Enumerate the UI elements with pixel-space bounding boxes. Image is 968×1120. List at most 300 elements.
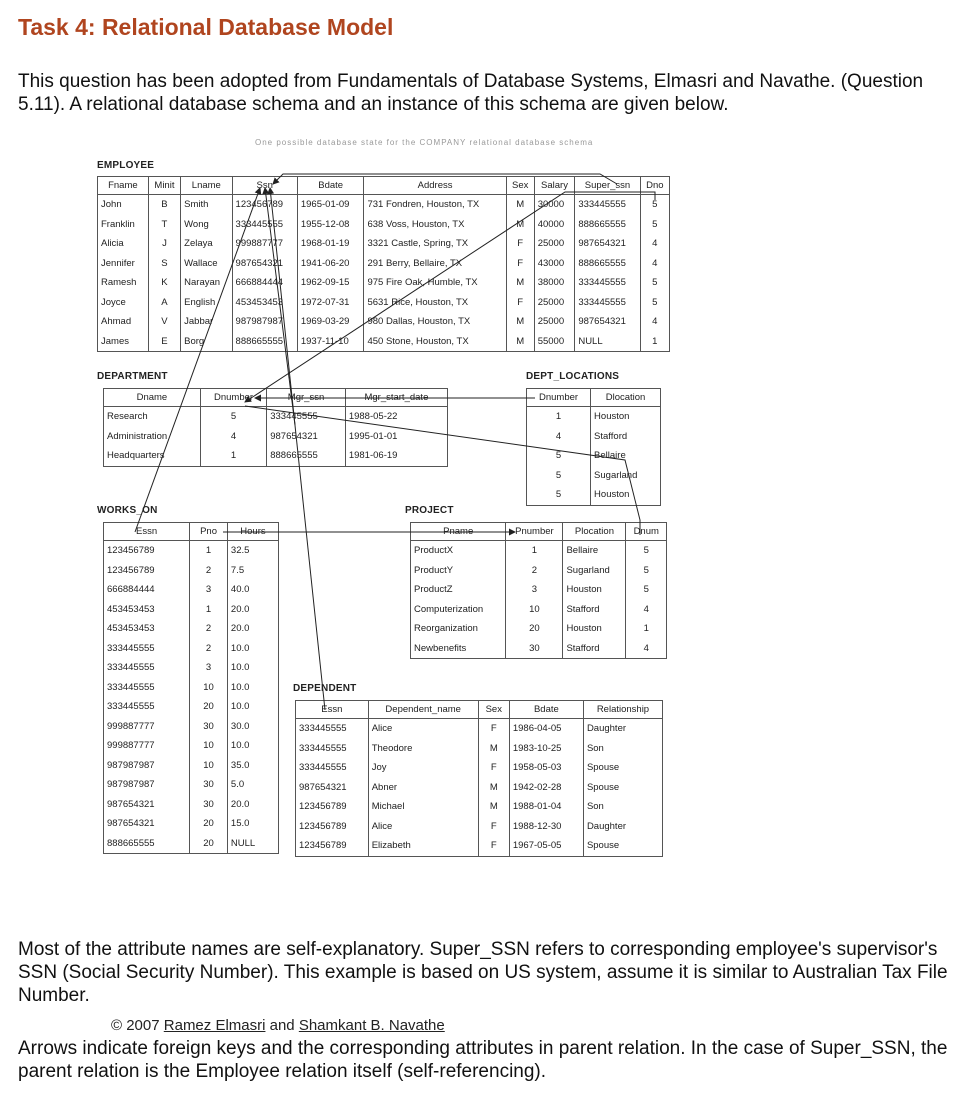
works-on-cell: 3: [190, 580, 228, 600]
employee-cell: 25000: [534, 312, 575, 332]
dependent-cell: Alice: [368, 817, 478, 837]
employee-cell: 333445555: [232, 215, 297, 235]
employee-cell: 731 Fondren, Houston, TX: [364, 195, 506, 215]
employee-cell: K: [148, 273, 180, 293]
employee-cell: Wong: [181, 215, 232, 235]
employee-cell: Jabbar: [181, 312, 232, 332]
dependent-cell: F: [478, 758, 509, 778]
copyright-credit: © 2007 Ramez Elmasri and Shamkant B. Navathe: [111, 1017, 445, 1034]
department-cell: Research: [104, 407, 201, 427]
works-on-header-essn: Essn: [104, 523, 190, 541]
department-header-dnumber: Dnumber: [200, 389, 266, 407]
project-cell: 4: [626, 639, 667, 659]
project-table: [410, 522, 667, 659]
employee-cell: 1965-01-09: [297, 195, 364, 215]
employee-cell: 40000: [534, 215, 575, 235]
employee-cell: 123456789: [232, 195, 297, 215]
employee-cell: 1955-12-08: [297, 215, 364, 235]
dept-locations-row: [527, 446, 661, 466]
employee-row: [98, 332, 670, 352]
dependent-row: [296, 778, 663, 798]
works-on-cell: 10.0: [227, 697, 278, 717]
employee-cell: John: [98, 195, 149, 215]
employee-cell: 291 Berry, Bellaire, TX: [364, 254, 506, 274]
project-cell: ProductZ: [411, 580, 506, 600]
dept-locations-header-dnumber: Dnumber: [527, 389, 591, 407]
project-row: [411, 561, 667, 581]
employee-header-salary: Salary: [534, 177, 575, 195]
employee-cell: 5: [640, 215, 669, 235]
works-on-cell: 987654321: [104, 814, 190, 834]
works-on-cell: 5.0: [227, 775, 278, 795]
employee-row: [98, 312, 670, 332]
works-on-cell: 10: [190, 678, 228, 698]
works-on-cell: 10: [190, 756, 228, 776]
dependent-cell: Elizabeth: [368, 836, 478, 856]
works-on-label: WORKS_ON: [97, 505, 158, 516]
works-on-cell: 7.5: [227, 561, 278, 581]
works-on-cell: 30: [190, 775, 228, 795]
works-on-cell: 10.0: [227, 658, 278, 678]
works-on-cell: 999887777: [104, 736, 190, 756]
author-1: Ramez Elmasri: [163, 1017, 266, 1034]
project-cell: 30: [506, 639, 563, 659]
department-row: [104, 407, 448, 427]
employee-cell: Alicia: [98, 234, 149, 254]
works-on-row: [104, 600, 279, 620]
employee-cell: 666884444: [232, 273, 297, 293]
employee-cell: Ahmad: [98, 312, 149, 332]
employee-cell: 38000: [534, 273, 575, 293]
employee-row: [98, 195, 670, 215]
project-cell: 5: [626, 580, 667, 600]
dependent-header-sex: Sex: [478, 701, 509, 719]
project-row: [411, 580, 667, 600]
employee-cell: Jennifer: [98, 254, 149, 274]
dependent-cell: 333445555: [296, 739, 369, 759]
dept-locations-cell: Houston: [591, 407, 661, 427]
project-cell: 5: [626, 541, 667, 561]
employee-header-super-ssn: Super_ssn: [575, 177, 640, 195]
employee-cell: T: [148, 215, 180, 235]
dependent-cell: 123456789: [296, 797, 369, 817]
employee-cell: S: [148, 254, 180, 274]
dependent-cell: Alice: [368, 719, 478, 739]
dependent-cell: F: [478, 719, 509, 739]
employee-cell: F: [506, 293, 534, 313]
works-on-row: [104, 756, 279, 776]
department-cell: 333445555: [267, 407, 346, 427]
employee-cell: J: [148, 234, 180, 254]
employee-cell: 3321 Castle, Spring, TX: [364, 234, 506, 254]
project-row: [411, 619, 667, 639]
works-on-cell: 666884444: [104, 580, 190, 600]
works-on-cell: 333445555: [104, 658, 190, 678]
dept-locations-row: [527, 485, 661, 505]
works-on-row: [104, 580, 279, 600]
works-on-cell: 20: [190, 834, 228, 854]
project-cell: 1: [506, 541, 563, 561]
employee-cell: 638 Voss, Houston, TX: [364, 215, 506, 235]
employee-cell: 987987987: [232, 312, 297, 332]
employee-cell: V: [148, 312, 180, 332]
employee-cell: 1962-09-15: [297, 273, 364, 293]
employee-cell: 5631 Rice, Houston, TX: [364, 293, 506, 313]
works-on-row: [104, 619, 279, 639]
dependent-header-dependent-name: Dependent_name: [368, 701, 478, 719]
employee-cell: E: [148, 332, 180, 352]
employee-cell: 5: [640, 195, 669, 215]
dept-locations-table: [526, 388, 661, 506]
dept-locations-header-dlocation: Dlocation: [591, 389, 661, 407]
works-on-cell: 20: [190, 697, 228, 717]
employee-cell: James: [98, 332, 149, 352]
employee-header-bdate: Bdate: [297, 177, 364, 195]
works-on-cell: 333445555: [104, 678, 190, 698]
works-on-header-pno: Pno: [190, 523, 228, 541]
dependent-cell: 1958-05-03: [509, 758, 583, 778]
employee-cell: 333445555: [575, 293, 640, 313]
employee-cell: M: [506, 312, 534, 332]
works-on-cell: 30: [190, 717, 228, 737]
employee-cell: Ramesh: [98, 273, 149, 293]
employee-header-sex: Sex: [506, 177, 534, 195]
works-on-cell: 888665555: [104, 834, 190, 854]
employee-cell: 333445555: [575, 273, 640, 293]
dependent-cell: Daughter: [583, 719, 662, 739]
department-cell: 1981-06-19: [345, 446, 447, 466]
employee-row: [98, 293, 670, 313]
employee-cell: F: [506, 254, 534, 274]
dependent-cell: Joy: [368, 758, 478, 778]
employee-cell: 4: [640, 254, 669, 274]
employee-header-fname: Fname: [98, 177, 149, 195]
project-header-plocation: Plocation: [563, 523, 626, 541]
project-row: [411, 639, 667, 659]
project-cell: 20: [506, 619, 563, 639]
dependent-cell: Spouse: [583, 758, 662, 778]
employee-cell: 987654321: [575, 234, 640, 254]
works-on-cell: 10.0: [227, 736, 278, 756]
employee-cell: 5: [640, 273, 669, 293]
project-cell: Reorganization: [411, 619, 506, 639]
department-cell: Administration: [104, 427, 201, 447]
works-on-cell: 2: [190, 561, 228, 581]
dependent-cell: 987654321: [296, 778, 369, 798]
employee-cell: 1969-03-29: [297, 312, 364, 332]
dependent-cell: 1983-10-25: [509, 739, 583, 759]
employee-row: [98, 215, 670, 235]
department-header-mgr-start-date: Mgr_start_date: [345, 389, 447, 407]
works-on-row: [104, 678, 279, 698]
employee-cell: 1941-06-20: [297, 254, 364, 274]
employee-cell: 4: [640, 234, 669, 254]
works-on-row: [104, 736, 279, 756]
department-cell: 5: [200, 407, 266, 427]
dependent-cell: M: [478, 739, 509, 759]
dept-locations-cell: 5: [527, 466, 591, 486]
department-cell: 1: [200, 446, 266, 466]
department-cell: 1988-05-22: [345, 407, 447, 427]
works-on-cell: 20.0: [227, 795, 278, 815]
employee-header-address: Address: [364, 177, 506, 195]
works-on-row: [104, 697, 279, 717]
dependent-cell: 333445555: [296, 758, 369, 778]
dependent-cell: F: [478, 817, 509, 837]
employee-cell: Zelaya: [181, 234, 232, 254]
works-on-cell: 1: [190, 541, 228, 561]
dependent-label: DEPENDENT: [293, 683, 357, 694]
project-cell: 2: [506, 561, 563, 581]
employee-cell: B: [148, 195, 180, 215]
employee-cell: 980 Dallas, Houston, TX: [364, 312, 506, 332]
dependent-cell: M: [478, 797, 509, 817]
employee-cell: 975 Fire Oak, Humble, TX: [364, 273, 506, 293]
employee-cell: 25000: [534, 293, 575, 313]
employee-cell: F: [506, 234, 534, 254]
department-header-dname: Dname: [104, 389, 201, 407]
works-on-cell: 1: [190, 600, 228, 620]
employee-row: [98, 254, 670, 274]
works-on-cell: 987987987: [104, 775, 190, 795]
explanation-paragraph: Most of the attribute names are self-explanatory. Super_SSN refers to corresponding employee's supervisor's SSN (Social Security Number). This example is based on US system, assume it is similar to Australian Tax File Number.: [18, 939, 948, 1006]
employee-header-minit: Minit: [148, 177, 180, 195]
employee-cell: 987654321: [575, 312, 640, 332]
works-on-cell: 3: [190, 658, 228, 678]
dependent-row: [296, 836, 663, 856]
dependent-header-relationship: Relationship: [583, 701, 662, 719]
works-on-cell: 40.0: [227, 580, 278, 600]
dept-locations-row: [527, 427, 661, 447]
dept-locations-row: [527, 407, 661, 427]
dependent-cell: M: [478, 778, 509, 798]
employee-label: EMPLOYEE: [97, 160, 155, 171]
employee-cell: NULL: [575, 332, 640, 352]
dependent-cell: F: [478, 836, 509, 856]
dependent-row: [296, 719, 663, 739]
project-cell: Computerization: [411, 600, 506, 620]
dept-locations-cell: Stafford: [591, 427, 661, 447]
employee-row: [98, 273, 670, 293]
department-cell: 1995-01-01: [345, 427, 447, 447]
employee-header-dno: Dno: [640, 177, 669, 195]
works-on-cell: 30.0: [227, 717, 278, 737]
works-on-cell: 2: [190, 639, 228, 659]
works-on-cell: 333445555: [104, 639, 190, 659]
employee-cell: 999887777: [232, 234, 297, 254]
works-on-cell: 20.0: [227, 600, 278, 620]
dependent-table: [295, 700, 663, 857]
works-on-table: [103, 522, 279, 854]
department-label: DEPARTMENT: [97, 371, 168, 382]
project-cell: Stafford: [563, 639, 626, 659]
department-cell: 4: [200, 427, 266, 447]
works-on-cell: 123456789: [104, 541, 190, 561]
dept-locations-row: [527, 466, 661, 486]
employee-cell: English: [181, 293, 232, 313]
employee-cell: 1937-11-10: [297, 332, 364, 352]
employee-cell: Narayan: [181, 273, 232, 293]
employee-cell: 25000: [534, 234, 575, 254]
dependent-cell: 1942-02-28: [509, 778, 583, 798]
works-on-cell: 333445555: [104, 697, 190, 717]
intro-paragraph: This question has been adopted from Fundamentals of Database Systems, Elmasri and Navathe. (Question 5.11). A relational database schema and an instance of this schema are given below.: [18, 71, 924, 115]
project-header-pnumber: Pnumber: [506, 523, 563, 541]
department-header-mgr-ssn: Mgr_ssn: [267, 389, 346, 407]
dept-locations-cell: Houston: [591, 485, 661, 505]
dependent-header-essn: Essn: [296, 701, 369, 719]
dependent-cell: Abner: [368, 778, 478, 798]
works-on-cell: 32.5: [227, 541, 278, 561]
employee-table: [97, 176, 670, 352]
works-on-cell: 123456789: [104, 561, 190, 581]
employee-cell: 453453453: [232, 293, 297, 313]
department-row: [104, 427, 448, 447]
author-2: Shamkant B. Navathe: [298, 1017, 445, 1034]
employee-cell: Joyce: [98, 293, 149, 313]
dependent-cell: Son: [583, 797, 662, 817]
works-on-row: [104, 717, 279, 737]
task-title: Task 4: Relational Database Model: [18, 14, 394, 40]
project-cell: 5: [626, 561, 667, 581]
employee-cell: 987654321: [232, 254, 297, 274]
dept-locations-cell: 5: [527, 446, 591, 466]
works-on-cell: 35.0: [227, 756, 278, 776]
employee-cell: 450 Stone, Houston, TX: [364, 332, 506, 352]
employee-cell: A: [148, 293, 180, 313]
employee-cell: M: [506, 195, 534, 215]
figure-top-caption: One possible database state for the COMPANY relational database schema: [255, 138, 594, 147]
employee-cell: 888665555: [575, 254, 640, 274]
works-on-cell: 30: [190, 795, 228, 815]
project-cell: Houston: [563, 580, 626, 600]
dependent-row: [296, 817, 663, 837]
employee-cell: 333445555: [575, 195, 640, 215]
arrows-paragraph: Arrows indicate foreign keys and the corresponding attributes in parent relation. In the case of Super_SSN, the parent relation is the Employee relation itself (self-referencing).: [18, 1038, 948, 1082]
employee-cell: 43000: [534, 254, 575, 274]
works-on-row: [104, 775, 279, 795]
dependent-cell: Daughter: [583, 817, 662, 837]
dependent-cell: 1988-12-30: [509, 817, 583, 837]
project-cell: Newbenefits: [411, 639, 506, 659]
dept-locations-label: DEPT_LOCATIONS: [526, 371, 620, 382]
works-on-cell: 20.0: [227, 619, 278, 639]
works-on-row: [104, 834, 279, 854]
employee-cell: 1968-01-19: [297, 234, 364, 254]
employee-cell: 888665555: [232, 332, 297, 352]
employee-cell: M: [506, 273, 534, 293]
dept-locations-cell: Sugarland: [591, 466, 661, 486]
employee-cell: Wallace: [181, 254, 232, 274]
employee-cell: M: [506, 332, 534, 352]
employee-cell: Smith: [181, 195, 232, 215]
works-on-cell: 2: [190, 619, 228, 639]
project-row: [411, 541, 667, 561]
dependent-header-bdate: Bdate: [509, 701, 583, 719]
department-cell: 888665555: [267, 446, 346, 466]
dependent-cell: 123456789: [296, 817, 369, 837]
project-cell: Houston: [563, 619, 626, 639]
works-on-cell: 10.0: [227, 678, 278, 698]
project-header-dnum: Dnum: [626, 523, 667, 541]
works-on-row: [104, 814, 279, 834]
works-on-cell: NULL: [227, 834, 278, 854]
project-cell: ProductY: [411, 561, 506, 581]
employee-cell: Franklin: [98, 215, 149, 235]
dependent-cell: 123456789: [296, 836, 369, 856]
dependent-cell: 1967-05-05: [509, 836, 583, 856]
employee-cell: M: [506, 215, 534, 235]
project-cell: 3: [506, 580, 563, 600]
project-cell: ProductX: [411, 541, 506, 561]
employee-cell: 55000: [534, 332, 575, 352]
works-on-cell: 453453453: [104, 600, 190, 620]
dependent-cell: 333445555: [296, 719, 369, 739]
department-row: [104, 446, 448, 466]
dept-locations-cell: 1: [527, 407, 591, 427]
works-on-cell: 987987987: [104, 756, 190, 776]
employee-header-ssn: Ssn: [232, 177, 297, 195]
dept-locations-cell: 4: [527, 427, 591, 447]
employee-cell: 30000: [534, 195, 575, 215]
dependent-row: [296, 797, 663, 817]
works-on-cell: 20: [190, 814, 228, 834]
project-label: PROJECT: [405, 505, 454, 516]
employee-cell: Borg: [181, 332, 232, 352]
works-on-cell: 987654321: [104, 795, 190, 815]
dependent-cell: 1986-04-05: [509, 719, 583, 739]
project-cell: Sugarland: [563, 561, 626, 581]
works-on-row: [104, 561, 279, 581]
project-cell: 4: [626, 600, 667, 620]
works-on-row: [104, 795, 279, 815]
project-cell: 1: [626, 619, 667, 639]
project-row: [411, 600, 667, 620]
department-cell: 987654321: [267, 427, 346, 447]
dependent-cell: Spouse: [583, 836, 662, 856]
works-on-cell: 453453453: [104, 619, 190, 639]
dependent-cell: Spouse: [583, 778, 662, 798]
dependent-cell: 1988-01-04: [509, 797, 583, 817]
works-on-cell: 10: [190, 736, 228, 756]
project-cell: Bellaire: [563, 541, 626, 561]
dependent-row: [296, 739, 663, 759]
employee-header-lname: Lname: [181, 177, 232, 195]
works-on-row: [104, 639, 279, 659]
dependent-cell: Theodore: [368, 739, 478, 759]
project-cell: Stafford: [563, 600, 626, 620]
project-header-pname: Pname: [411, 523, 506, 541]
employee-row: [98, 234, 670, 254]
works-on-cell: 999887777: [104, 717, 190, 737]
dependent-row: [296, 758, 663, 778]
department-table: [103, 388, 448, 467]
works-on-header-hours: Hours: [227, 523, 278, 541]
department-cell: Headquarters: [104, 446, 201, 466]
works-on-row: [104, 541, 279, 561]
works-on-cell: 15.0: [227, 814, 278, 834]
employee-cell: 4: [640, 312, 669, 332]
project-cell: 10: [506, 600, 563, 620]
dependent-cell: Michael: [368, 797, 478, 817]
dept-locations-cell: 5: [527, 485, 591, 505]
dependent-cell: Son: [583, 739, 662, 759]
works-on-cell: 10.0: [227, 639, 278, 659]
employee-cell: 1972-07-31: [297, 293, 364, 313]
employee-cell: 1: [640, 332, 669, 352]
employee-cell: 5: [640, 293, 669, 313]
employee-cell: 888665555: [575, 215, 640, 235]
